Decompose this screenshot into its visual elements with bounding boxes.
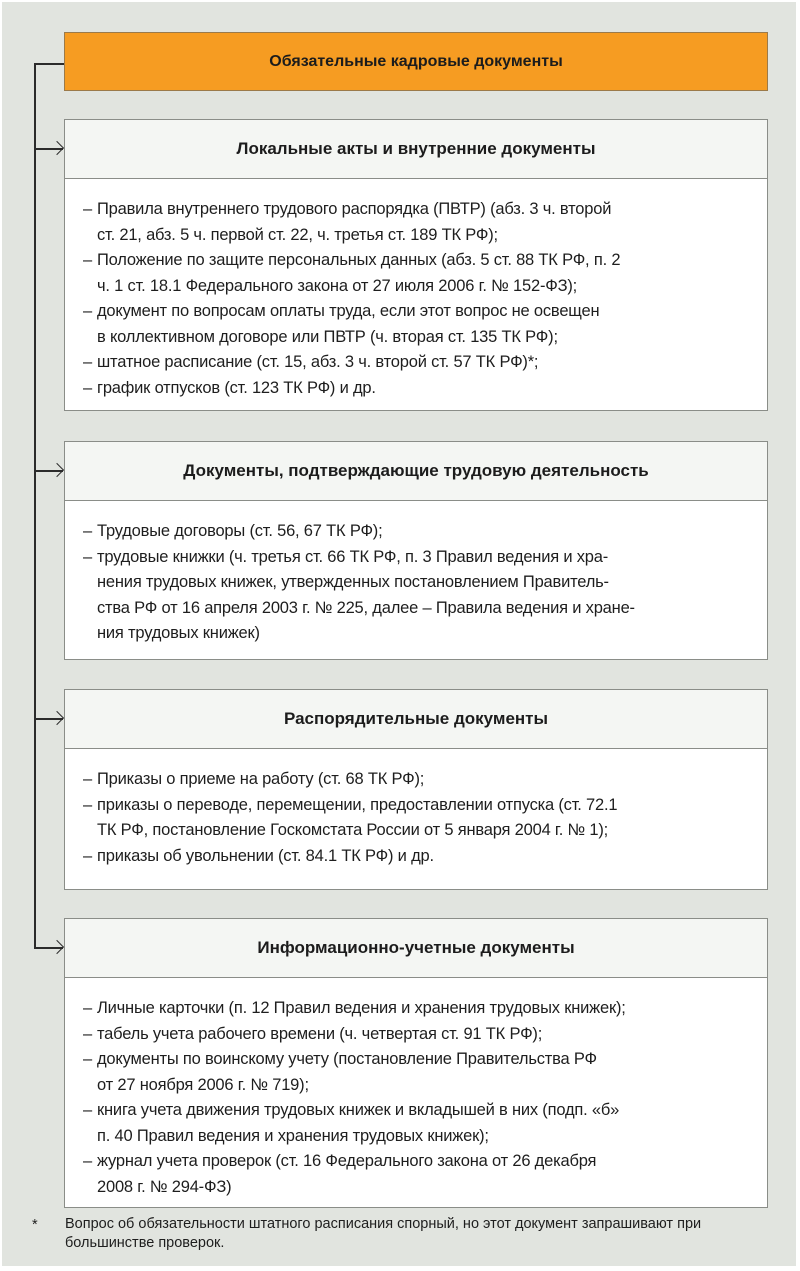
diagram-canvas [2,2,796,1266]
list-item-line: штатное расписание (ст. 15, абз. 3 ч. второй ст. 57 ТК РФ)*; [97,353,539,371]
section-list [65,501,767,647]
list-item-line: ч. 1 ст. 18.1 Федерального закона от 27 июля 2006 г. № 152-ФЗ); [97,276,578,295]
list-item-line: Личные карточки (п. 12 Правил ведения и хранения трудовых книжек); [97,999,626,1017]
list-item [83,299,749,350]
list-item-line: книга учета движения трудовых книжек и вкладышей в них (подп. «б» [97,1101,620,1119]
list-item [83,350,749,376]
list-item-line: журнал учета проверок (ст. 16 Федерального закона от 26 декабря [97,1152,597,1170]
bullet-dash: – [83,522,92,540]
bullet-dash: – [83,999,92,1017]
list-item-line: п. 40 Правил ведения и хранения трудовых книжек); [97,1126,489,1145]
arrow-head-icon [50,141,64,155]
bullet-dash: – [83,846,92,865]
list-item [83,376,749,402]
bullet-dash: – [83,378,92,397]
section-title: Документы, подтверждающие трудовую деятельность [65,442,767,501]
section-list [65,749,767,869]
connector-root [34,63,64,65]
list-item-line: приказы о переводе, перемещении, предоставлении отпуска (ст. 72.1 [97,795,618,814]
list-item-line: в коллективном договоре или ПВТР (ч. вторая ст. 135 ТК РФ); [97,327,558,346]
bullet-dash: – [83,200,92,218]
bullet-dash: – [83,1050,92,1068]
list-item [83,844,749,870]
list-item [83,248,749,299]
section-box [64,119,768,411]
bullet-dash: – [83,302,92,320]
list-item-line: 2008 г. № 294-ФЗ) [97,1177,232,1196]
root-title: Обязательные кадровые документы [269,52,563,70]
list-item-line: Положение по защите персональных данных (абз. 5 ст. 88 ТК РФ, п. 2 [97,251,621,269]
list-item-line: Трудовые договоры (ст. 56, 67 ТК РФ); [97,522,383,540]
bullet-dash: – [83,353,92,371]
list-item [83,1149,749,1200]
list-item [83,197,749,248]
list-item-line: Правила внутреннего трудового распорядка (ПВТР) (абз. 3 ч. второй [97,200,612,218]
footnote-text: Вопрос об обязательности штатного расписания спорный, но этот документ запрашивают при большинстве проверок. [65,1216,702,1251]
bullet-dash: – [83,251,92,269]
section-box [64,441,768,660]
section-list [65,978,767,1200]
bullet-dash: – [83,795,92,814]
list-item-line: приказы об увольнении (ст. 84.1 ТК РФ) и др. [97,846,434,865]
arrow-head-icon [50,940,64,954]
bullet-dash: – [83,547,92,566]
section-title: Распорядительные документы [65,690,767,749]
list-item [83,793,749,844]
section-box [64,689,768,890]
list-item-line: от 27 ноября 2006 г. № 719); [97,1075,309,1094]
section-title: Локальные акты и внутренние документы [65,120,767,179]
list-item-line: табель учета рабочего времени (ч. четвертая ст. 91 ТК РФ); [97,1024,543,1043]
list-item-line: ния трудовых книжек) [97,624,260,642]
list-item-line: документ по вопросам оплаты труда, если этот вопрос не освещен [97,302,600,320]
section-title: Информационно-учетные документы [65,919,767,978]
list-item [83,1098,749,1149]
footnote-marker: * [32,1217,38,1233]
list-item [83,519,749,545]
list-item [83,996,749,1022]
root-node [64,32,768,91]
list-item-line: ства РФ от 16 апреля 2003 г. № 225, далее – Правила ведения и хране- [97,598,635,617]
list-item-line: ТК РФ, постановление Госкомстата России от 5 января 2004 г. № 1); [97,821,609,839]
bullet-dash: – [83,1101,92,1119]
list-item-line: ст. 21, абз. 5 ч. первой ст. 22, ч. третья ст. 189 ТК РФ); [97,225,498,244]
bullet-dash: – [83,1152,92,1170]
section-box [64,918,768,1208]
section-list [65,179,767,401]
list-item-line: график отпусков (ст. 123 ТК РФ) и др. [97,378,376,397]
list-item-line: документы по воинскому учету (постановление Правительства РФ [97,1050,597,1068]
list-item-line: трудовые книжки (ч. третья ст. 66 ТК РФ, п. 3 Правил ведения и хра- [97,547,609,566]
bullet-dash: – [83,770,92,788]
list-item-line: Приказы о приеме на работу (ст. 68 ТК РФ); [97,770,425,788]
list-item [83,767,749,793]
arrow-head-icon [50,463,64,477]
connector-trunk [34,63,36,948]
list-item [83,1022,749,1048]
list-item [83,1047,749,1098]
list-item [83,545,749,647]
list-item-line: нения трудовых книжек, утвержденных постановлением Правитель- [97,573,609,591]
bullet-dash: – [83,1024,92,1043]
arrow-head-icon [50,711,64,725]
